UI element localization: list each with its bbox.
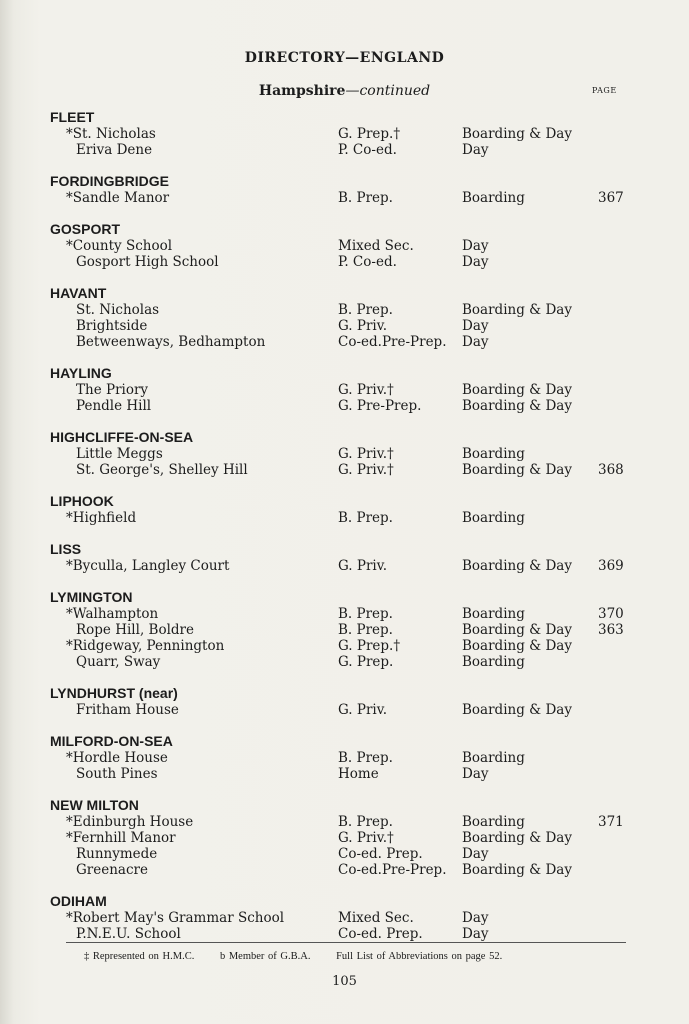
school-attendance: Boarding & Day	[462, 398, 572, 414]
school-page-ref	[598, 654, 638, 670]
school-name: *Ridgeway, Pennington	[66, 638, 225, 654]
town-heading: LISS	[50, 541, 82, 557]
school-name: *Fernhill Manor	[66, 830, 176, 846]
school-attendance: Day	[462, 238, 489, 254]
town-section	[50, 589, 650, 670]
school-name: St. George's, Shelley Hill	[76, 462, 248, 478]
school-page-ref: 369	[598, 558, 624, 574]
school-attendance: Day	[462, 766, 489, 782]
school-name: Brightside	[76, 318, 148, 334]
school-name: *St. Nicholas	[66, 126, 156, 142]
school-type: Mixed Sec.	[338, 238, 414, 254]
school-attendance: Boarding & Day	[462, 638, 572, 654]
school-row	[50, 606, 650, 622]
town-section	[50, 429, 650, 478]
school-page-ref	[598, 926, 638, 942]
school-row	[50, 910, 650, 926]
school-name: P.N.E.U. School	[76, 926, 181, 942]
school-row	[50, 638, 650, 654]
school-type: B. Prep.	[338, 750, 393, 766]
school-attendance: Day	[462, 142, 489, 158]
school-row	[50, 254, 650, 270]
school-name: *Highfield	[66, 510, 137, 526]
school-page-ref: 367	[598, 190, 624, 206]
school-name: Betweenways, Bedhampton	[76, 334, 266, 350]
school-name: *Sandle Manor	[66, 190, 170, 206]
town-section	[50, 109, 650, 158]
county-name: Hampshire	[258, 83, 346, 99]
school-attendance: Boarding	[462, 606, 525, 622]
school-type: P. Co-ed.	[338, 142, 397, 158]
school-attendance: Boarding	[462, 814, 525, 830]
school-type: G. Pre-Prep.	[338, 398, 422, 414]
town-section	[50, 221, 650, 270]
school-attendance: Boarding	[462, 446, 525, 462]
school-row	[50, 190, 650, 206]
school-row	[50, 382, 650, 398]
school-row	[50, 398, 650, 414]
school-page-ref	[598, 302, 638, 318]
school-type: G. Priv.†	[338, 830, 394, 846]
footer-notes	[84, 951, 524, 962]
school-row	[50, 654, 650, 670]
school-type: G. Priv.†	[338, 382, 394, 398]
school-attendance: Boarding & Day	[462, 302, 572, 318]
school-page-ref	[598, 126, 638, 142]
school-attendance: Boarding & Day	[462, 622, 572, 638]
town-section	[50, 285, 650, 350]
school-page-ref	[598, 910, 638, 926]
school-name: Gosport High School	[76, 254, 219, 270]
school-name: *Robert May's Grammar School	[66, 910, 285, 926]
school-attendance: Boarding	[462, 190, 525, 206]
school-page-ref	[598, 750, 638, 766]
school-name: Eriva Dene	[76, 142, 153, 158]
school-page-ref	[598, 238, 638, 254]
town-section	[50, 541, 650, 574]
school-page-ref	[598, 638, 638, 654]
town-heading: LYMINGTON	[50, 589, 133, 605]
town-heading: MILFORD-ON-SEA	[50, 733, 173, 749]
school-row	[50, 846, 650, 862]
school-page-ref	[598, 702, 638, 718]
school-page-ref: 368	[598, 462, 624, 478]
school-name: Greenacre	[76, 862, 148, 878]
town-section	[50, 685, 650, 718]
school-name: Quarr, Sway	[76, 654, 161, 670]
town-heading: GOSPORT	[50, 221, 121, 237]
school-name: *County School	[66, 238, 173, 254]
school-attendance: Boarding & Day	[462, 862, 572, 878]
town-section	[50, 365, 650, 414]
school-row	[50, 814, 650, 830]
school-type: G. Priv.	[338, 558, 388, 574]
school-type: G. Priv.†	[338, 462, 394, 478]
school-page-ref	[598, 142, 638, 158]
school-row	[50, 462, 650, 478]
school-type: G. Prep.†	[338, 126, 401, 142]
school-attendance: Boarding & Day	[462, 126, 572, 142]
school-directory-list	[50, 109, 650, 957]
school-name: Runnymede	[76, 846, 158, 862]
school-name: *Walhampton	[66, 606, 159, 622]
school-name: *Hordle House	[66, 750, 168, 766]
school-row	[50, 622, 650, 638]
school-page-ref: 370	[598, 606, 624, 622]
school-attendance: Day	[462, 910, 489, 926]
school-page-ref	[598, 318, 638, 334]
school-attendance: Boarding & Day	[462, 702, 572, 718]
town-heading: LYNDHURST (near)	[50, 685, 178, 701]
school-name: Fritham House	[76, 702, 179, 718]
school-page-ref: 371	[598, 814, 624, 830]
school-attendance: Boarding & Day	[462, 830, 572, 846]
school-type: B. Prep.	[338, 814, 393, 830]
school-type: P. Co-ed.	[338, 254, 397, 270]
school-row	[50, 926, 650, 942]
school-page-ref	[598, 446, 638, 462]
school-row	[50, 862, 650, 878]
town-heading: NEW MILTON	[50, 797, 139, 813]
town-heading: FORDINGBRIDGE	[50, 173, 169, 189]
school-name: Pendle Hill	[76, 398, 152, 414]
page-column-label: PAGE	[592, 86, 617, 95]
footer-divider	[66, 942, 626, 943]
school-type: Co-ed.Pre-Prep.	[338, 334, 447, 350]
gba-note: b Member of G.B.A.	[219, 951, 311, 962]
school-row	[50, 302, 650, 318]
school-page-ref: 363	[598, 622, 624, 638]
school-row	[50, 446, 650, 462]
school-type: B. Prep.	[338, 606, 393, 622]
school-attendance: Day	[462, 318, 489, 334]
school-type: G. Priv.	[338, 318, 388, 334]
town-heading: HIGHCLIFFE-ON-SEA	[50, 429, 194, 445]
school-page-ref	[598, 398, 638, 414]
school-attendance: Boarding	[462, 654, 525, 670]
school-row	[50, 126, 650, 142]
school-type: G. Prep.†	[338, 638, 401, 654]
school-attendance: Boarding & Day	[462, 558, 572, 574]
school-row	[50, 766, 650, 782]
school-name: Rope Hill, Boldre	[76, 622, 194, 638]
school-type: Mixed Sec.	[338, 910, 414, 926]
town-section	[50, 893, 650, 942]
school-attendance: Day	[462, 926, 489, 942]
school-row	[50, 142, 650, 158]
school-page-ref	[598, 334, 638, 350]
school-type: G. Priv.†	[338, 446, 394, 462]
school-name: South Pines	[76, 766, 158, 782]
school-type: B. Prep.	[338, 190, 393, 206]
town-heading: HAYLING	[50, 365, 112, 381]
school-attendance: Day	[462, 254, 489, 270]
school-attendance: Day	[462, 334, 489, 350]
school-row	[50, 558, 650, 574]
school-attendance: Boarding & Day	[462, 382, 572, 398]
school-row	[50, 830, 650, 846]
school-name: *Edinburgh House	[66, 814, 194, 830]
school-row	[50, 334, 650, 350]
county-heading	[0, 83, 689, 99]
county-note: —continued	[345, 83, 431, 99]
school-type: Co-ed. Prep.	[338, 846, 423, 862]
town-section	[50, 797, 650, 878]
school-type: B. Prep.	[338, 510, 393, 526]
school-attendance: Boarding & Day	[462, 462, 572, 478]
school-page-ref	[598, 254, 638, 270]
school-attendance: Boarding	[462, 510, 525, 526]
school-name: St. Nicholas	[76, 302, 160, 318]
school-type: Co-ed. Prep.	[338, 926, 423, 942]
school-type: Co-ed.Pre-Prep.	[338, 862, 447, 878]
school-row	[50, 750, 650, 766]
school-page-ref	[598, 766, 638, 782]
town-section	[50, 733, 650, 782]
school-type: B. Prep.	[338, 302, 393, 318]
school-page-ref	[598, 830, 638, 846]
school-page-ref	[598, 846, 638, 862]
town-heading: LIPHOOK	[50, 493, 114, 509]
school-type: Home	[338, 766, 379, 782]
school-name: *Byculla, Langley Court	[66, 558, 230, 574]
school-type: G. Prep.	[338, 654, 394, 670]
school-name: Little Meggs	[76, 446, 163, 462]
abbreviations-note: Full List of Abbreviations on page 52.	[336, 951, 503, 962]
school-page-ref	[598, 510, 638, 526]
town-heading: HAVANT	[50, 285, 107, 301]
school-page-ref	[598, 382, 638, 398]
school-row	[50, 702, 650, 718]
school-name: The Priory	[76, 382, 149, 398]
page-title: DIRECTORY—ENGLAND	[244, 50, 445, 66]
town-section	[50, 173, 650, 206]
school-type: G. Priv.	[338, 702, 388, 718]
school-page-ref	[598, 862, 638, 878]
school-row	[50, 318, 650, 334]
school-attendance: Day	[462, 846, 489, 862]
school-attendance: Boarding	[462, 750, 525, 766]
town-section	[50, 493, 650, 526]
school-type: B. Prep.	[338, 622, 393, 638]
page-number: 105	[332, 974, 357, 989]
school-row	[50, 510, 650, 526]
town-heading: ODIHAM	[50, 893, 107, 909]
hmc-note: ‡ Represented on H.M.C.	[84, 951, 195, 962]
town-heading: FLEET	[50, 109, 95, 125]
school-row	[50, 238, 650, 254]
